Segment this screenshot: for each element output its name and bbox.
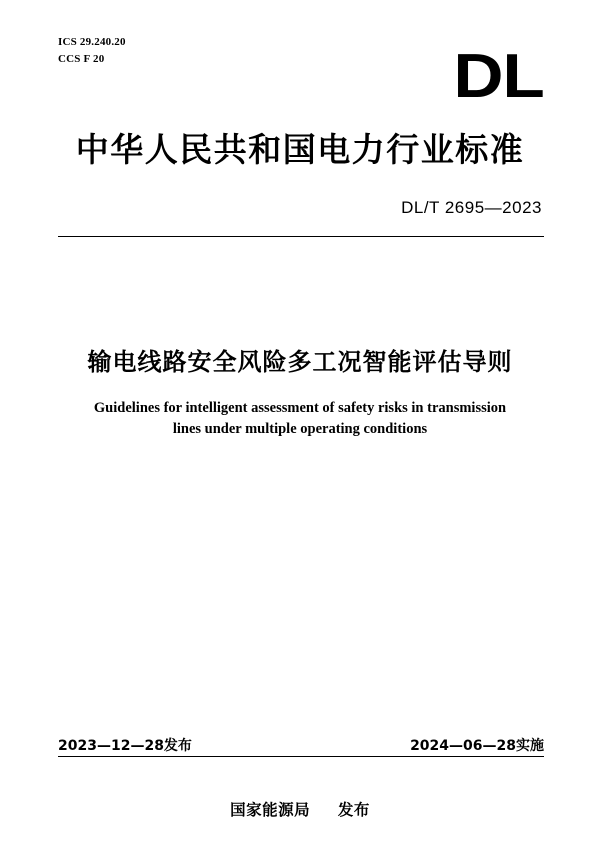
classification-codes	[58, 34, 126, 68]
issue-date: 2023—12—28发布	[58, 738, 192, 754]
document-title-english-line1: Guidelines for intelligent assessment of safety risks in transmission	[93, 400, 507, 416]
divider-bottom	[58, 756, 544, 757]
dl-logo: DL	[453, 42, 544, 111]
publisher-suffix: 发布	[337, 801, 370, 819]
ics-code: ICS 29.240.20	[58, 36, 126, 48]
publisher-line	[0, 798, 600, 820]
ccs-code: CCS F 20	[58, 53, 105, 65]
implementation-date: 2024—06—28实施	[410, 738, 544, 754]
document-title-english	[90, 398, 510, 440]
publisher-name: 国家能源局	[230, 801, 311, 819]
document-title-chinese: 输电线路安全风险多工况智能评估导则	[87, 348, 513, 376]
divider-top	[58, 236, 544, 237]
standard-number: DL/T 2695—2023	[401, 198, 542, 217]
standard-header-chinese: 中华人民共和国电力行业标准	[75, 130, 525, 169]
document-title-english-line2: lines under multiple operating conditions	[172, 421, 428, 437]
